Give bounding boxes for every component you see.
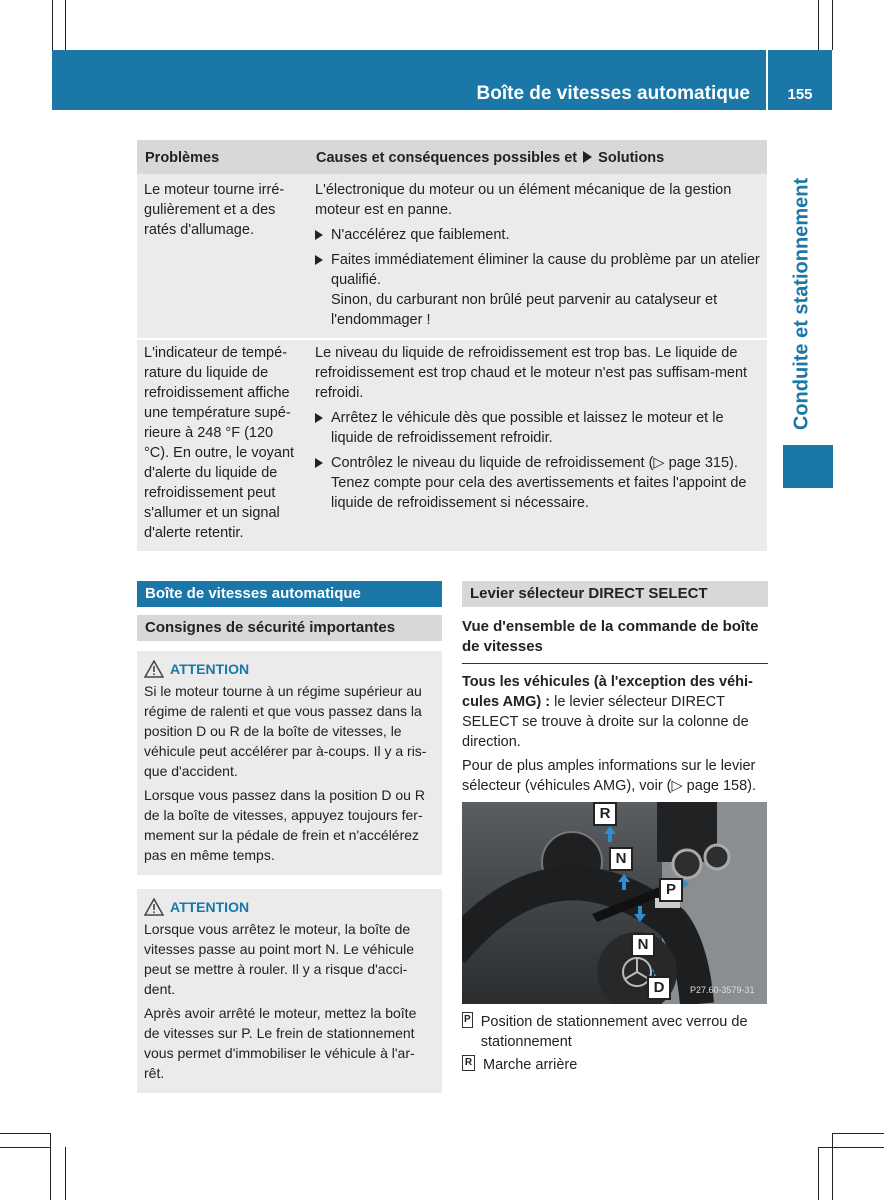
- paragraph-text: le levier sélecteur DIRECT SELECT se trouve à droite sur la colonne de direction.: [462, 694, 749, 750]
- column-header-causes-text: Causes et conséquences possibles et: [316, 150, 578, 166]
- legend-text: Position de stationnement avec verrou de stationnement: [480, 1014, 748, 1050]
- side-tab-marker: [783, 445, 833, 488]
- solution-bullet: [315, 225, 761, 245]
- warning-triangle-icon: [144, 898, 164, 916]
- arrow-icon: [315, 458, 323, 468]
- crop-mark: [818, 0, 819, 50]
- solution-text: N'accélérez que faiblement.: [331, 227, 510, 243]
- warning-label: ATTENTION: [170, 899, 250, 915]
- gear-label-N: N: [631, 933, 655, 957]
- column-header-problems: Problèmes: [137, 140, 308, 174]
- steering-wheel-photo: [462, 802, 767, 1004]
- troubleshooting-table: [137, 140, 767, 551]
- problem-cell: Le moteur tourne irré-gulièrement et a des ratés d'allumage.: [137, 174, 308, 339]
- warning-text: Après avoir arrêté le moteur, mettez la boîte de vitesses sur P. Le frein de stationnement vous permet d'immobiliser le véhicule à l'ar-rêt.: [144, 1005, 417, 1081]
- solution-text: Contrôlez le niveau du liquide de refroidissement (▷ page 315). Tenez compte pour cela des avertissements et faites l'appoint de liquide de refroidissement si nécessaire.: [331, 455, 747, 511]
- warning-text: Si le moteur tourne à un régime supérieur au régime de ralenti et que vous passez dans la position D ou R de la boîte de vitesses, le véhicule peut accélérer par à-coups. Il y a ris-que d'accident.: [144, 683, 427, 779]
- paragraph-bold: Tous les véhicules (à l'exception des véhi-cules AMG) :: [462, 674, 753, 710]
- legend-item: [462, 1055, 768, 1075]
- side-tab: [788, 172, 816, 436]
- crop-mark: [832, 0, 833, 50]
- crop-mark: [52, 0, 53, 50]
- arrow-icon: [315, 255, 323, 265]
- column-header-causes: [308, 140, 767, 174]
- header-title: Boîte de vitesses automatique: [476, 83, 750, 104]
- photo-code: P27.60-3579-31: [690, 985, 755, 995]
- gear-label-P: P: [659, 878, 683, 902]
- solution-bullet: [315, 250, 761, 290]
- section-title: Boîte de vitesses automatique: [137, 581, 442, 607]
- warning-text: Lorsque vous passez dans la position D ou R de la boîte de vitesses, appuyez toujours fer-mement sur la pédale de frein et n'accélérez pas en même temps.: [144, 787, 425, 863]
- solution-note: Sinon, du carburant non brûlé peut parvenir au catalyseur et l'endommager !: [331, 292, 718, 328]
- gear-label-R: R: [593, 802, 617, 826]
- warning-header: [144, 659, 434, 679]
- gear-selector-illustration: [462, 802, 767, 1004]
- legend-item: [462, 1012, 768, 1052]
- cause-cell: [308, 174, 767, 339]
- page-number: 155: [787, 86, 813, 103]
- crop-mark: [818, 1147, 819, 1200]
- table-row: [137, 339, 767, 551]
- left-column: [137, 581, 442, 1093]
- legend-text: Marche arrière: [483, 1057, 578, 1073]
- solution-text: Arrêtez le véhicule dès que possible et laissez le moteur et le liquide de refroidissement refroidir.: [331, 410, 724, 446]
- crop-mark: [0, 1147, 50, 1148]
- table-row: [137, 174, 767, 339]
- crop-mark: [818, 1147, 884, 1148]
- gear-label-D: D: [647, 976, 671, 1000]
- right-column: [462, 581, 768, 1078]
- page-number-box: [768, 50, 832, 110]
- section-title: Levier sélecteur DIRECT SELECT: [462, 581, 768, 607]
- warning-label: ATTENTION: [170, 661, 250, 677]
- paragraph: [462, 672, 768, 752]
- crop-mark: [0, 1133, 50, 1134]
- legend-key: P: [462, 1012, 473, 1028]
- paragraph: Pour de plus amples informations sur le levier sélecteur (véhicules AMG), voir (▷ page 158).: [462, 758, 757, 794]
- cause-text: L'électronique du moteur ou un élément mécanique de la gestion moteur est en panne.: [315, 182, 732, 218]
- crop-mark: [65, 1147, 66, 1200]
- legend: [462, 1012, 768, 1075]
- crop-mark: [65, 0, 66, 50]
- crop-mark: [832, 1133, 884, 1134]
- cause-text: Le niveau du liquide de refroidissement est trop bas. Le liquide de refroidissement est trop chaud et le moteur n'est pas suffisam-ment refroidi.: [315, 345, 748, 401]
- arrow-icon: [315, 413, 323, 423]
- warning-header: [144, 897, 434, 917]
- subsection-title: Consignes de sécurité importantes: [137, 615, 442, 641]
- warning-triangle-icon: [144, 660, 164, 678]
- header-bar: [52, 50, 766, 110]
- side-tab-label: Conduite et stationnement: [790, 177, 813, 431]
- arrow-icon: [583, 151, 592, 163]
- solution-text: Faites immédiatement éliminer la cause du problème par un atelier qualifié.: [331, 252, 760, 288]
- arrow-icon: [315, 230, 323, 240]
- legend-key: R: [462, 1055, 475, 1071]
- warning-box: [137, 889, 442, 1093]
- crop-mark: [832, 1133, 833, 1200]
- subsection-heading: Vue d'ensemble de la commande de boîte de vitesses: [462, 617, 768, 664]
- solution-bullet: [315, 408, 761, 448]
- warning-box: [137, 651, 442, 875]
- crop-mark: [50, 1133, 51, 1200]
- column-header-solutions-text: Solutions: [598, 150, 665, 166]
- warning-text: Lorsque vous arrêtez le moteur, la boîte de vitesses passe au point mort N. Le véhicule peut se mettre à rouler. Il y a risque d'acci-dent.: [144, 921, 415, 997]
- problem-cell: L'indicateur de tempé-rature du liquide de refroidissement affiche une température supé-rieure à 248 °F (120 °C). En outre, le voyant d'alerte du liquide de refroidissement peut s'allumer et un signal d'alerte retentir.: [137, 339, 308, 551]
- solution-bullet: [315, 453, 761, 513]
- cause-cell: [308, 339, 767, 551]
- table-header-row: [137, 140, 767, 174]
- gear-label-N: N: [609, 847, 633, 871]
